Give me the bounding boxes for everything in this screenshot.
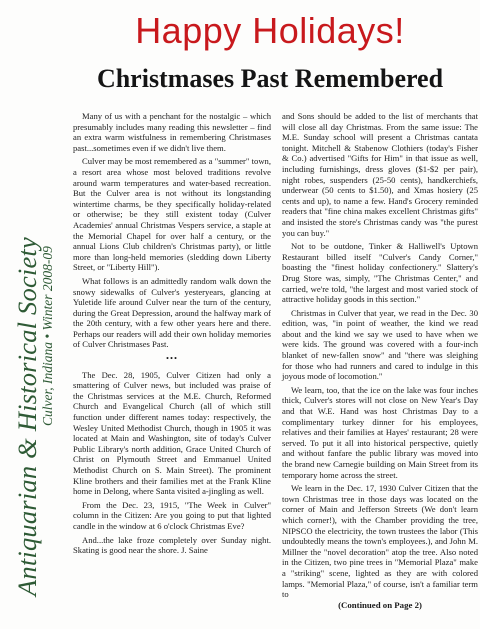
continued-note: (Continued on Page 2): [338, 600, 422, 610]
masthead-title: Antiquarian & Historical Society: [12, 237, 42, 596]
article-column-right: [282, 111, 478, 603]
paragraph: We learn, too, that the ice on the lake was four inches thick, Culver's stores will not close on New Year's Day and that W.E. Hand was host Christmas Day to a complimentary turkey dinner for his employees, relatives and their families at Hayes' restaurant; 28 were served. To put it all into historical perspective, quietly and without fanfare the public library was moved into the brand new Carnegie building on Main Street from its temporary home across the street.: [282, 384, 478, 480]
paragraph: Not to be outdone, Tinker & Halliwell's Uptown Restaurant billed itself "Culver's Candy Corner," boasting the "finest holiday confectionery." Slattery's Drug Store was, simply, "The Christmas Center," and carried, we're told, "the largest and most varied stock of attractive holiday goods in this section.": [282, 241, 478, 305]
paragraph: And...the lake froze completely over Sunday night. Skating is good near the shore. J. Saine: [73, 534, 271, 556]
masthead-subtitle: Culver, Indiana • Winter 2008-09: [40, 246, 55, 426]
paragraph: What follows is an admittedly random walk down the snowy sidewalks of Culver's yesteryears, glancing at Yuletide life around Culver near the turn of the century, during the Great Depression, around the halfway mark of the 20th century, with a few other years here and there. Perhaps our readers will add their own holiday memories of Culver Christmases Past.: [73, 275, 271, 350]
holiday-greeting: Happy Holidays!: [135, 10, 405, 51]
masthead-sidebar: [0, 0, 58, 629]
paragraph: Christmas in Culver that year, we read in the Dec. 30 edition, was, "in point of weather, the kind we read about and the kind we say we used to have when we were kids. The ground was covered with a four-inch blanket of new-fallen snow" and "there was sleighing for those who had runners and cared to indulge in this joyous mode of locomotion.": [282, 307, 478, 382]
paragraph: Many of us with a penchant for the nostalgic – which presumably includes many reading this newsletter – find an extra warm wistfulness in remembering Christmases past...sometimes even if we didn't live them.: [73, 111, 271, 153]
article-headline: Christmases Past Remembered: [96, 64, 444, 93]
paragraph: From the Dec. 23, 1915, "The Week in Culver" column in the Citizen: Are you going to put that lighted candle in the window at 6 o'clock Christmas Eve?: [73, 499, 271, 531]
paragraph: We learn in the Dec. 17, 1930 Culver Citizen that the town Christmas tree in those days was located on the corner of Main and Jefferson Streets (We don't learn which corner!), with the Chamber providing the tree, NIPSCO the electricity, the town trustees the labor (This undoubtedly means the town's employees.), and John M. Millner the "novel decoration" atop the tree. Also noted in the Citizen, two pine trees in "Memorial Plaza" make a "striking" scene, lighted as they are with colored lamps. "Memorial Plaza," of course, isn't a familiar term to: [282, 483, 478, 600]
paragraph: and Sons should be added to the list of merchants that will close all day Christmas. From the same issue: The M.E. Sunday school will present a Christmas cantata tonight. Mitchell & Stabenow Clothiers (today's Fisher & Co.) advertised "Gifts for Him" in that issue as well, including furnishings, dress gloves ($1-$2 per pair), night robes, suspenders (25-50 cents), handkerchiefs, underwear (50 cents to $1.50), and Xmas hosiery (25 cents and up), to name a few. Hand's Grocery reminded readers that "fine china makes excellent Christmas gifts" and insisted the store's Christmas candy was "the purest you can buy.": [282, 111, 478, 238]
section-separator: •••: [165, 353, 179, 364]
article-column-left: [73, 111, 271, 559]
paragraph: The Dec. 28, 1905, Culver Citizen had only a smattering of Culver news, but included was praise of the Christmas services at the M.E. Church, Reformed Church and Evangelical Church (all of which still function under different names today: respectively, the Wesley United Methodist Church, though in 1905 it was located at Main and Washington, site of today's Culver Public Library's north addition, Grace United Church of Christ on Plymouth Street and Emmanuel United Methodist Church on S. Main Street). The prominent Kline brothers and their families met at the Frank Kline home in Delong, where Santa visited a-jingling as well.: [73, 369, 271, 497]
paragraph: Culver may be most remembered as a "summer" town, a resort area whose most beloved traditions revolve around warm temperatures and water-based recreation. But the Culver area is not without its longstanding wintertime charms, be they specifically holiday-related or otherwise; be they still existent today (Culver Academies' annual Christmas Vespers service, a staple at the Memorial Chapel for over half a century, or the annual Lions Club children's Christmas party), or little more than long-held memories (sledding down Liberty Street, or "Liberty Hill").: [73, 156, 271, 273]
